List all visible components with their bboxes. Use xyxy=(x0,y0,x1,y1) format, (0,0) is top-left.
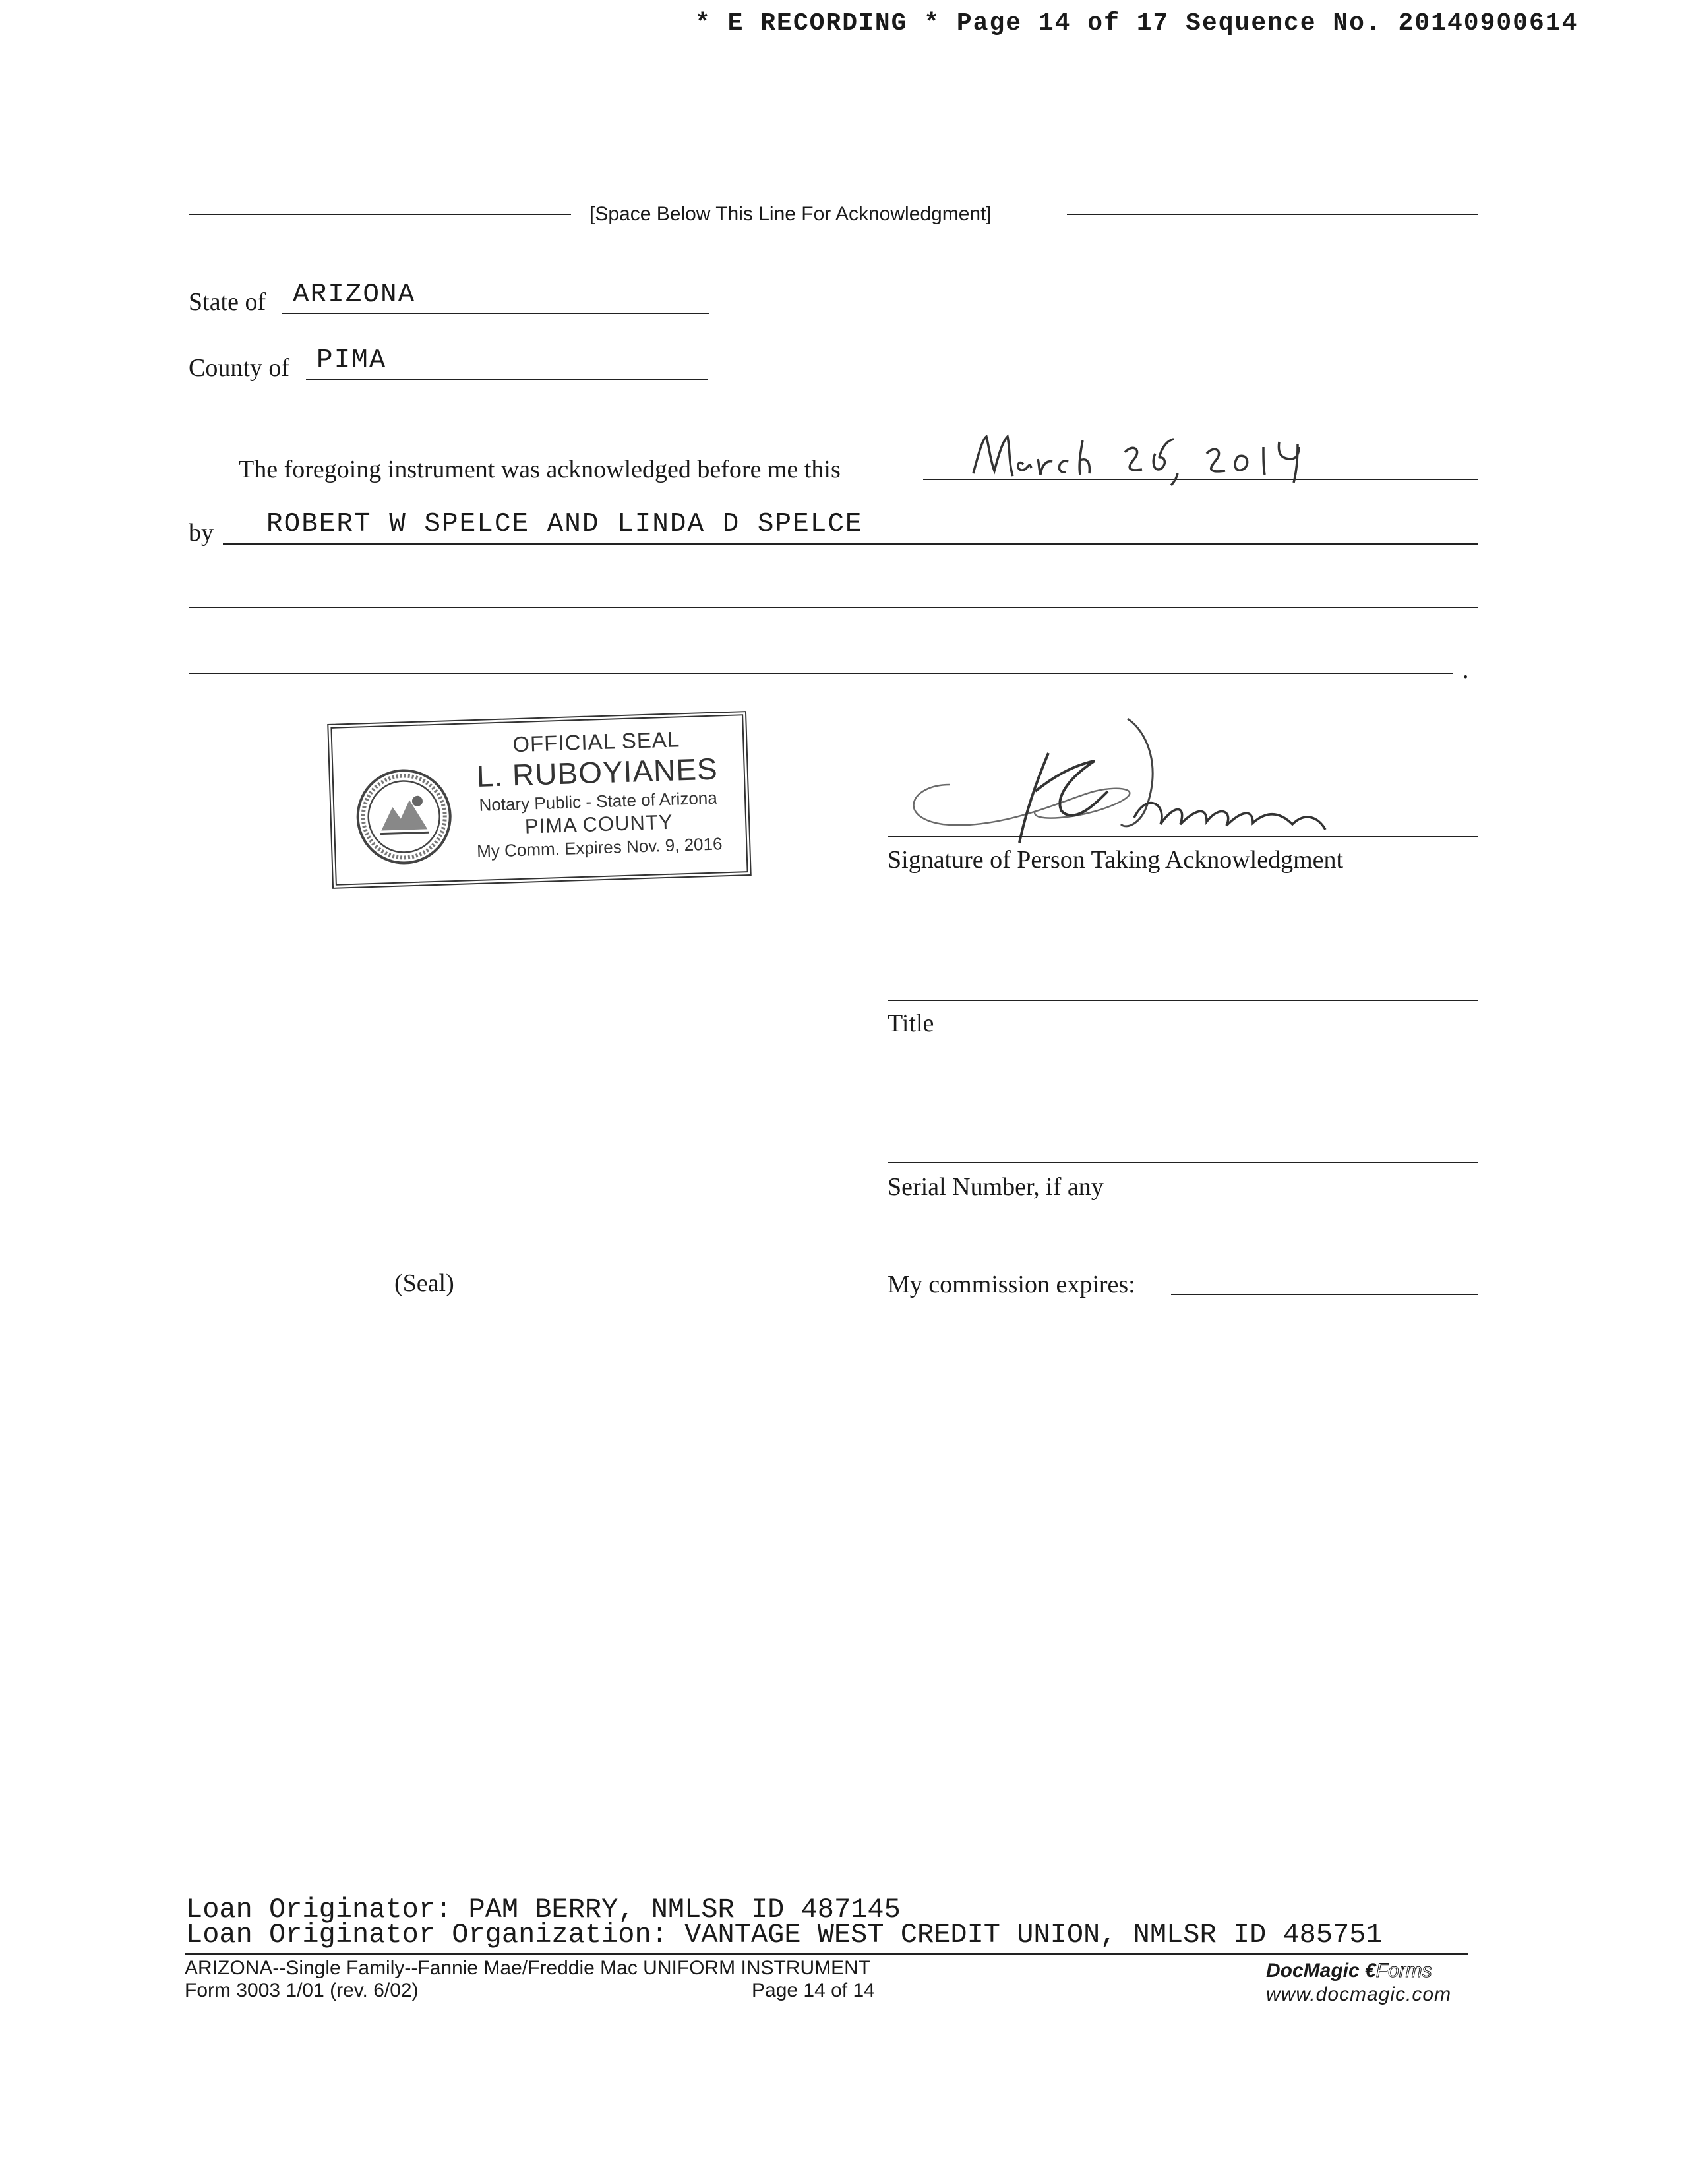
seal-line-expires: My Comm. Expires Nov. 9, 2016 xyxy=(476,834,723,862)
blank-line-1 xyxy=(189,607,1478,608)
seal-line-notary: Notary Public - State of Arizona xyxy=(479,787,718,815)
seal-line-name: L. RUBOYIANES xyxy=(476,751,719,793)
seal-line-official: OFFICIAL SEAL xyxy=(512,727,680,757)
line-period: . xyxy=(1462,656,1469,684)
serial-underline xyxy=(888,1162,1478,1163)
county-value: PIMA xyxy=(316,346,387,376)
notary-seal-stamp xyxy=(327,711,752,889)
state-label: State of xyxy=(189,288,266,316)
form-number: Form 3003 1/01 (rev. 6/02) xyxy=(185,1980,419,2001)
divider-line-right xyxy=(1067,214,1478,215)
seal-line-county: PIMA COUNTY xyxy=(524,810,673,838)
seal-label: (Seal) xyxy=(394,1269,454,1297)
page-number: Page 14 of 14 xyxy=(752,1980,875,2001)
handwritten-date xyxy=(969,427,1365,487)
loan-originator: Loan Originator: PAM BERRY, NMLSR ID 487145 xyxy=(186,1894,901,1926)
loan-originator-organization: Loan Originator Organization: VANTAGE WEST CREDIT UNION, NMLSR ID 485751 xyxy=(186,1919,1383,1951)
commission-label: My commission expires: xyxy=(888,1271,1135,1298)
docmagic-brand: DocMagic xyxy=(1266,1960,1360,1982)
county-underline xyxy=(306,379,708,380)
acknowledgment-text: The foregoing instrument was acknowledged before me this xyxy=(239,456,841,483)
acknowledgment-divider-text: [Space Below This Line For Acknowledgment] xyxy=(589,203,992,225)
commission-underline xyxy=(1171,1294,1478,1295)
state-value: ARIZONA xyxy=(293,280,416,310)
docmagic-logo xyxy=(1266,1960,1432,1982)
serial-label: Serial Number, if any xyxy=(888,1173,1104,1201)
eforms-e-icon: € xyxy=(1365,1960,1376,1982)
blank-line-2 xyxy=(189,673,1453,674)
by-value: ROBERT W SPELCE AND LINDA D SPELCE xyxy=(266,509,863,539)
title-label: Title xyxy=(888,1010,934,1037)
county-label: County of xyxy=(189,354,290,382)
footer-rule xyxy=(185,1953,1468,1955)
state-underline xyxy=(282,313,709,314)
arizona-seal-emblem xyxy=(353,766,455,868)
signature-label: Signature of Person Taking Acknowledgment xyxy=(888,846,1344,874)
recording-header: * E RECORDING * Page 14 of 17 Sequence No. 20140900614 xyxy=(695,9,1579,38)
signature-underline xyxy=(888,836,1478,837)
notary-signature xyxy=(897,712,1372,851)
form-title: ARIZONA--Single Family--Fannie Mae/Freddie Mac UNIFORM INSTRUMENT xyxy=(185,1957,871,1979)
docmagic-brand-suffix: Forms xyxy=(1375,1960,1432,1982)
by-label: by xyxy=(189,519,214,547)
title-underline xyxy=(888,1000,1478,1001)
divider-line-left xyxy=(189,214,571,215)
by-underline xyxy=(223,543,1478,545)
docmagic-website: www.docmagic.com xyxy=(1266,1984,1452,2005)
